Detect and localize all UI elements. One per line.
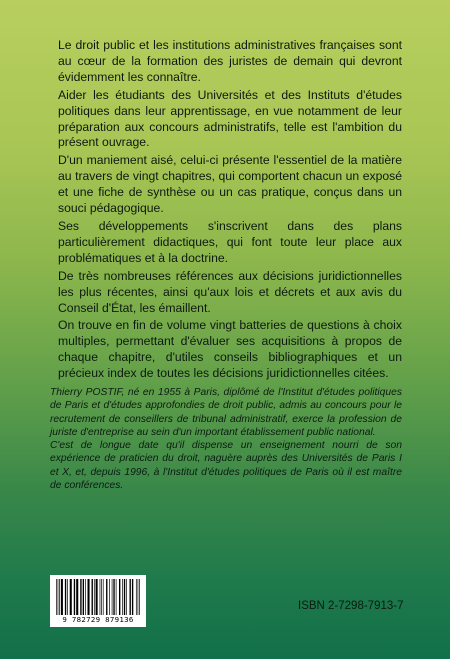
barcode-bar (58, 579, 59, 615)
barcode-bar (132, 579, 133, 615)
barcode-bar (94, 579, 95, 615)
barcode-bar (74, 579, 75, 615)
barcode-bar (85, 579, 86, 615)
barcode-bar (76, 579, 78, 615)
barcode-bar (103, 579, 104, 615)
barcode-bar (136, 579, 137, 615)
barcode-bar (59, 579, 60, 615)
barcode-number: 9 782729 879136 (62, 615, 134, 624)
barcode-bar (101, 579, 102, 615)
blurb-paragraph: D'un maniement aisé, celui-ci présente l'essentiel de la matière au travers de vingt chapitres, qui comportent chacun un exposé et une fiche de synthèse ou un cas pratique, conçus dans un souci pédagogique. (58, 153, 402, 216)
author-bio-paragraph: Thierry POSTIF, né en 1955 à Paris, diplômé de l'Institut d'études politiques de Paris et d'études approfondies de droit public, admis au concours pour le recrutement de conseillers de tribunal administratif, exerce la profession de juriste d'entreprise au sein d'un important établissement public national. (50, 387, 402, 438)
barcode-bar (113, 579, 114, 615)
barcode-bar (96, 579, 98, 615)
barcode-bar (67, 579, 68, 615)
author-bio-paragraph: C'est de longue date qu'il dispense un enseignement nourri de son expérience de praticien du droit, naguère auprès des Universités de Paris I et X, et, depuis 1996, à l'Institut d'études politiques de Paris où il est maître de conférences. (50, 440, 402, 492)
barcode (50, 575, 146, 627)
barcode-bar (56, 579, 57, 615)
isbn-label: ISBN 2-7298-7913-7 (298, 600, 404, 612)
barcode-bar (100, 579, 101, 615)
barcode-bar (124, 579, 125, 615)
back-cover-blurb (58, 38, 402, 384)
barcode-bar (109, 579, 110, 615)
blurb-paragraph: Le droit public et les institutions administratives françaises sont au cœur de la formation des juristes de demain qui devront évidemment les connaître. (58, 38, 402, 84)
barcode-bar (61, 579, 63, 615)
barcode-bar (83, 579, 84, 615)
barcode-bar (92, 579, 93, 615)
barcode-bar (139, 579, 140, 615)
blurb-paragraph: Aider les étudiants des Universités et des Instituts d'études politiques dans leur apprentissage, en vue notamment de leur préparation aux concours administratifs, telle est l'ambition du présent ouvrage. (58, 87, 402, 150)
barcode-bar (80, 579, 81, 615)
barcode-bar (88, 579, 90, 615)
barcode-bars (56, 579, 140, 615)
blurb-paragraph: De très nombreuses références aux décisions juridictionnelles les plus récentes, ainsi qu'aux lois et décrets et aux avis du Conseil d'État, les émaillent. (58, 268, 402, 315)
barcode-bar (112, 579, 113, 615)
barcode-bar (65, 579, 66, 615)
blurb-paragraph: Ses développements s'inscrivent dans des plans particulièrement didactiques, qui font toute leur place aux problématiques et à la doctrine. (58, 218, 402, 265)
barcode-bar (70, 579, 72, 615)
barcode-bar (122, 579, 123, 615)
barcode-bar (138, 579, 139, 615)
barcode-bar (130, 579, 131, 615)
barcode-bar (106, 579, 107, 615)
author-bio (50, 386, 402, 492)
barcode-bar (126, 579, 127, 615)
blurb-paragraph: On trouve en fin de volume vingt batteries de questions à choix multiples, permettant d'évaluer ses acquisitions à propos de chaque chapitre, d'utiles conseils bibliographiques et un précieux index de toutes les décisions juridictionnelles citées. (58, 318, 402, 381)
barcode-bar (116, 579, 117, 615)
barcode-bar (119, 579, 120, 615)
